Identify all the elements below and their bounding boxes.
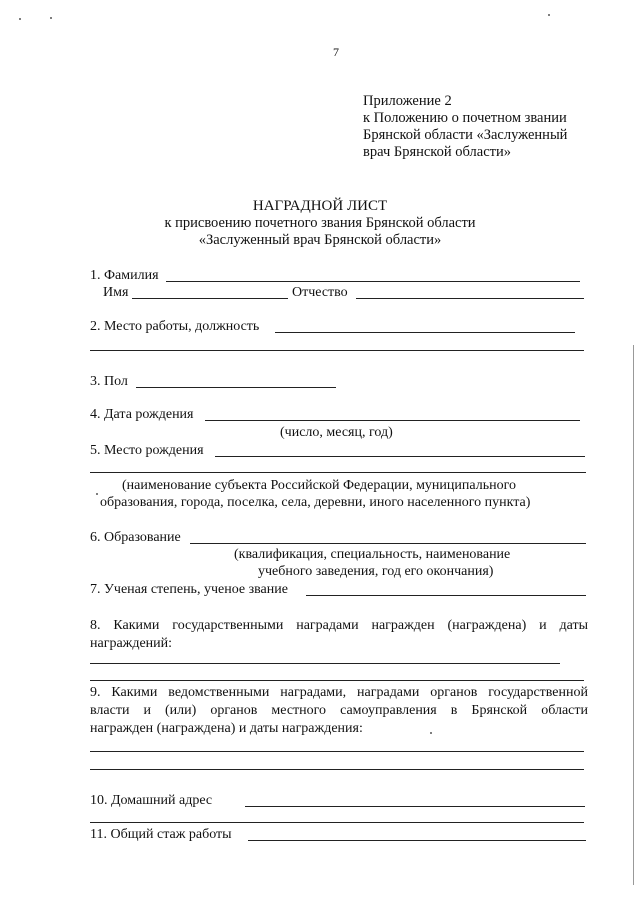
scan-speck (548, 14, 550, 16)
field-education-line[interactable] (190, 543, 586, 544)
scan-speck (430, 732, 432, 734)
field-birthplace-label: 5. Место рождения (90, 443, 204, 458)
field-birthplace-hint-1: (наименование субъекта Российской Федерации, муниципального (122, 478, 516, 493)
field-name-line[interactable] (132, 298, 288, 299)
field-state-awards-line-a[interactable] (90, 663, 560, 664)
field-education-label: 6. Образование (90, 530, 181, 545)
field-state-awards-text (90, 617, 588, 653)
field-sex-line[interactable] (136, 387, 336, 388)
appendix-line-1: Приложение 2 (363, 93, 452, 109)
field-dept-awards-line-2: власти и (или) органов местного самоуправления в Брянской области (90, 703, 588, 718)
field-birthdate-line[interactable] (205, 420, 580, 421)
field-dept-awards-text (90, 684, 588, 738)
field-workplace-line-2[interactable] (90, 350, 584, 351)
page-number: 7 (333, 45, 339, 59)
field-degree-label: 7. Ученая степень, ученое звание (90, 582, 288, 597)
field-state-awards-line-1: 8. Какими государственными наградами награжден (награждена) и даты (90, 618, 588, 633)
field-address-line-2[interactable] (90, 822, 584, 823)
field-experience-line[interactable] (248, 840, 586, 841)
field-name-label: Имя (103, 285, 129, 300)
scan-speck (96, 493, 98, 495)
field-education-hint-2: учебного заведения, год его окончания) (258, 564, 494, 579)
field-address-line-1[interactable] (245, 806, 585, 807)
field-birthdate-hint: (число, месяц, год) (280, 425, 393, 440)
field-surname-label: 1. Фамилия (90, 268, 159, 283)
field-dept-awards-line-3: награжден (награждена) и даты награждения: (90, 721, 363, 736)
field-workplace-line-1[interactable] (275, 332, 575, 333)
field-education-hint-1: (квалификация, специальность, наименование (234, 547, 511, 562)
scan-edge-line (633, 345, 634, 885)
appendix-line-3: Брянской области «Заслуженный (363, 127, 568, 143)
field-dept-awards-line-1: 9. Какими ведомственными наградами, наградами органов государственной (90, 685, 588, 700)
scan-speck (19, 18, 21, 20)
field-state-awards-line-2: награждений: (90, 636, 173, 651)
document-subtitle-2: «Заслуженный врач Брянской области» (198, 232, 442, 248)
document-title: НАГРАДНОЙ ЛИСТ (252, 198, 388, 214)
field-birthdate-label: 4. Дата рождения (90, 407, 194, 422)
field-state-awards-line-b[interactable] (90, 680, 584, 681)
field-dept-awards-line-b[interactable] (90, 769, 584, 770)
field-surname-line[interactable] (166, 281, 580, 282)
appendix-line-2: к Положению о почетном звании (363, 110, 567, 126)
field-birthplace-line-1[interactable] (215, 456, 585, 457)
field-patronymic-label: Отчество (292, 285, 348, 300)
field-experience-label: 11. Общий стаж работы (90, 827, 232, 842)
scan-speck (50, 17, 52, 19)
field-degree-line[interactable] (306, 595, 586, 596)
field-patronymic-line[interactable] (356, 298, 584, 299)
field-workplace-label: 2. Место работы, должность (90, 319, 260, 334)
field-sex-label: 3. Пол (90, 374, 128, 389)
appendix-line-4: врач Брянской области» (363, 144, 511, 160)
field-dept-awards-line-a[interactable] (90, 751, 584, 752)
field-address-label: 10. Домашний адрес (90, 793, 213, 808)
field-birthplace-hint-2: образования, города, поселка, села, деревни, иного населенного пункта) (100, 495, 531, 510)
document-subtitle-1: к присвоению почетного звания Брянской области (164, 215, 476, 231)
field-birthplace-line-2[interactable] (90, 472, 586, 473)
